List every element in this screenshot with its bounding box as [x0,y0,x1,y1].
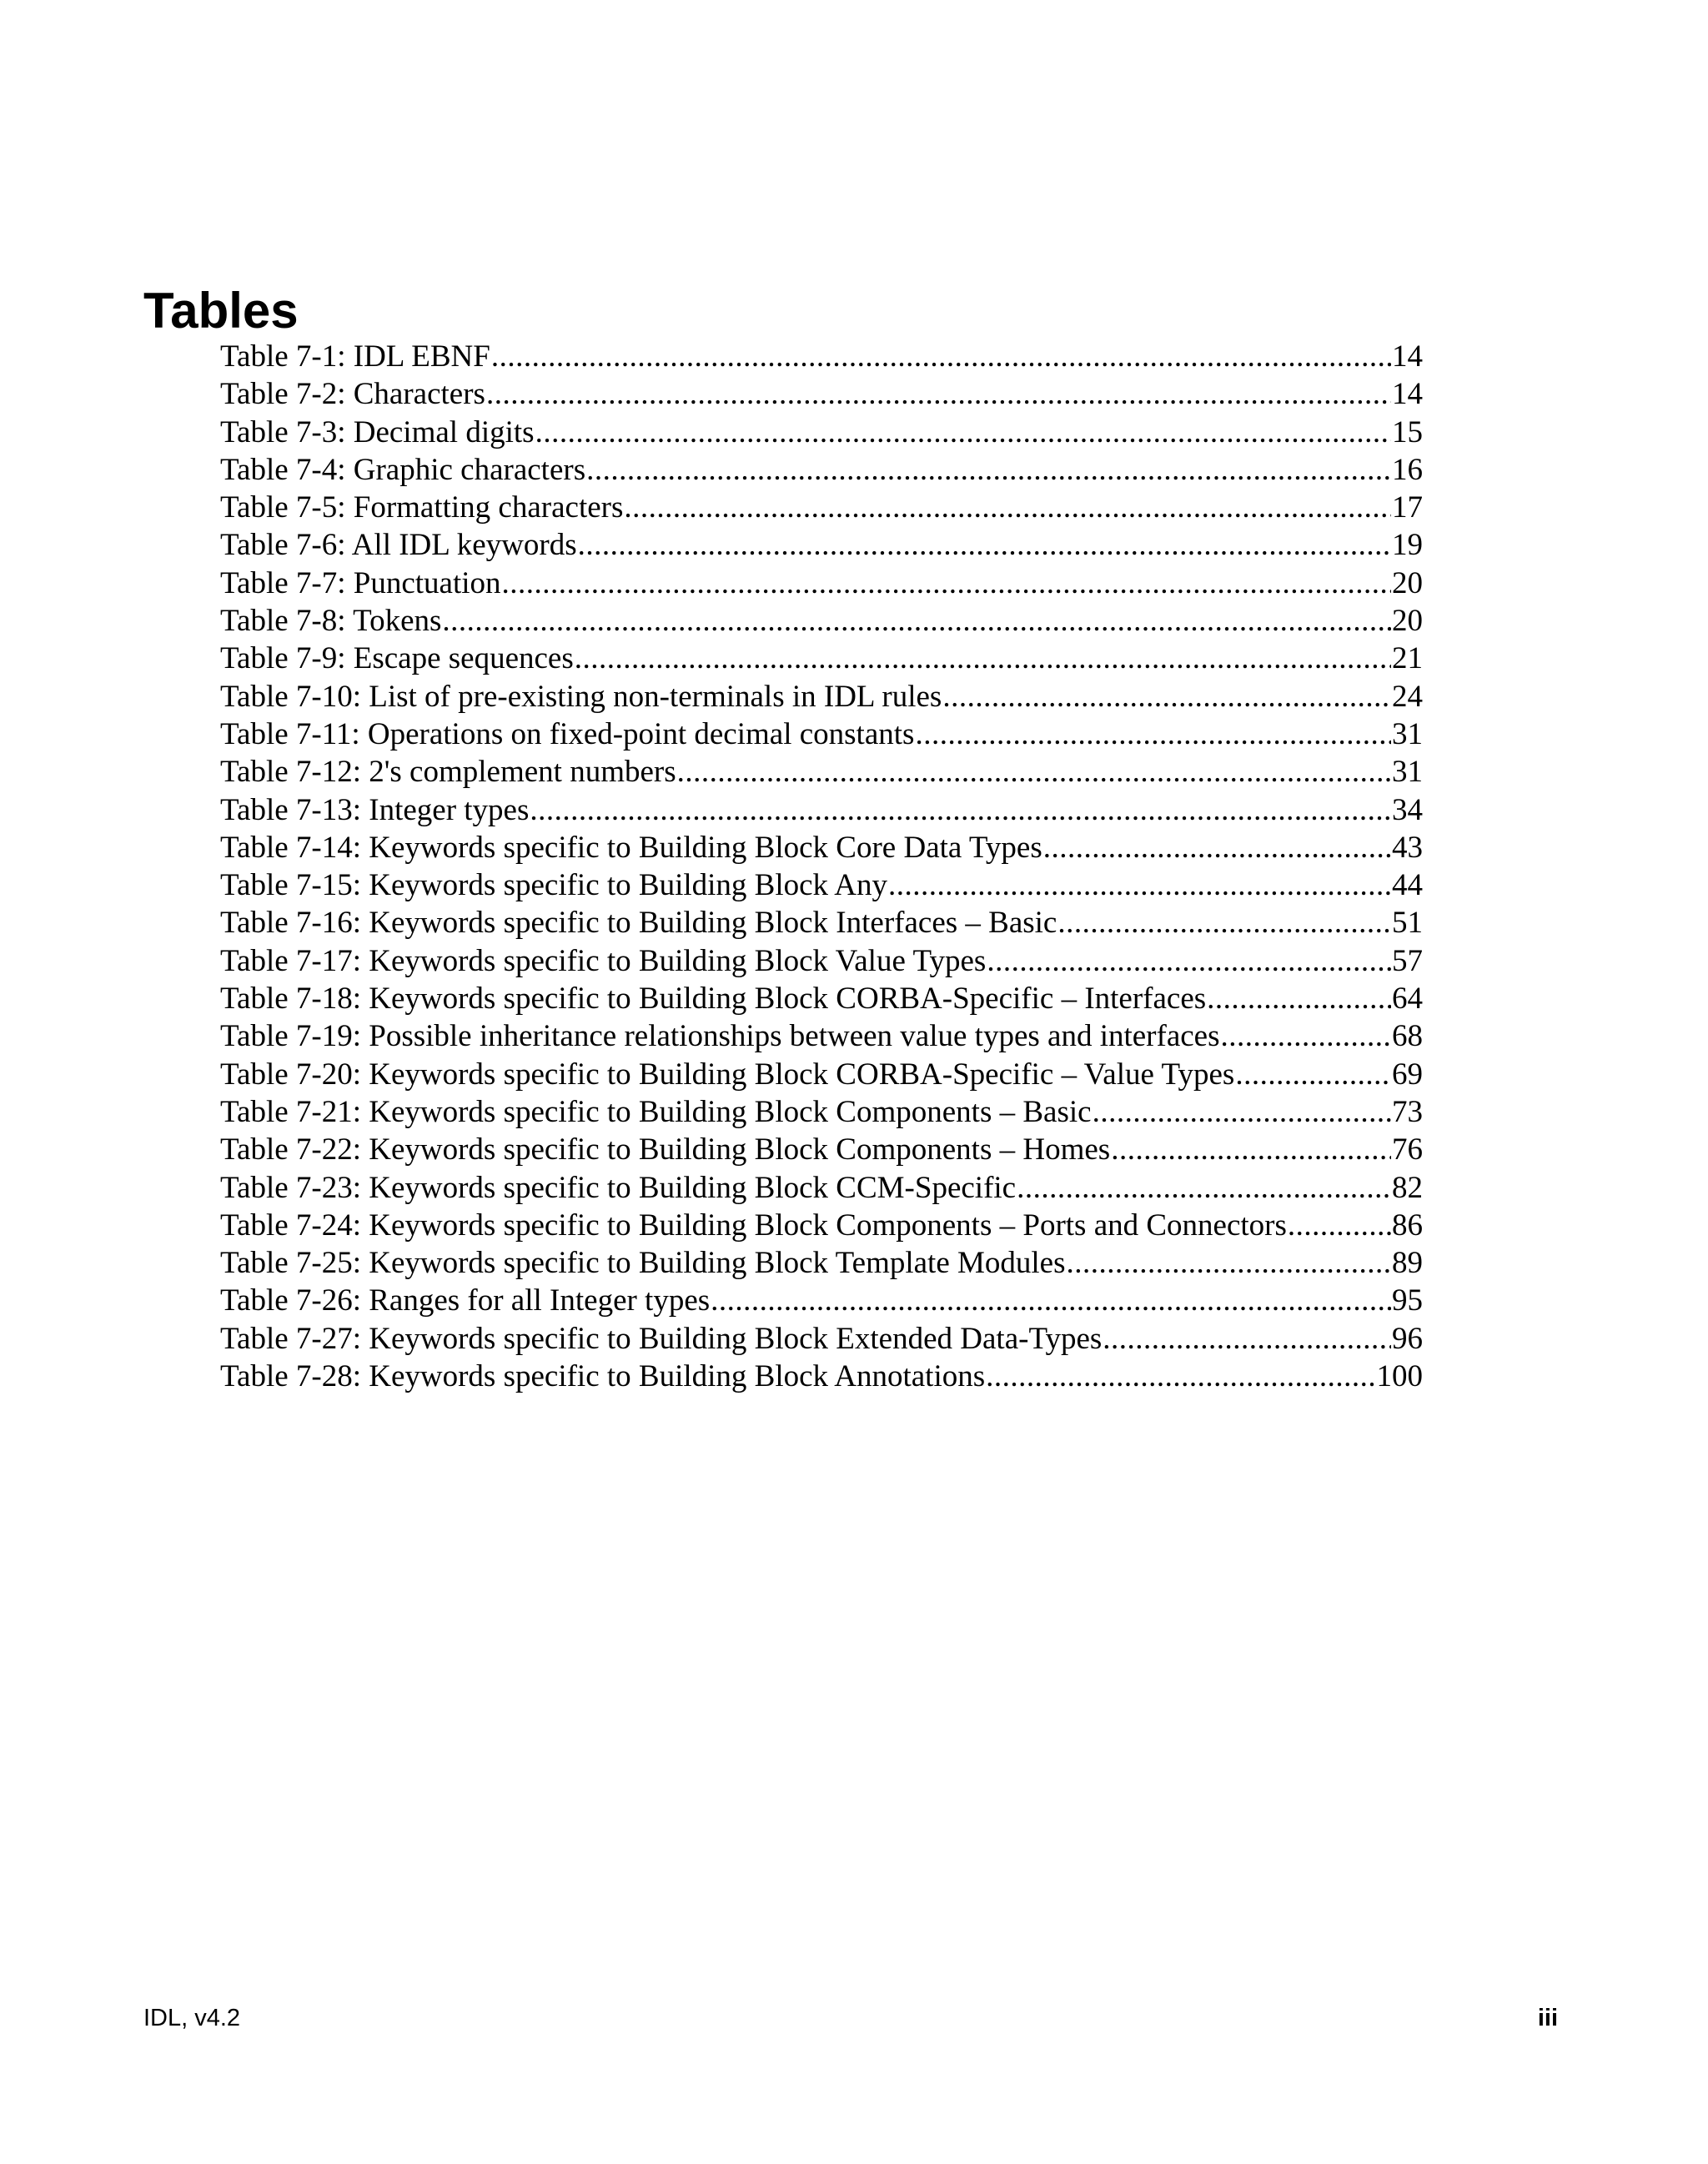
dot-leader [1067,1244,1391,1282]
footer-page-number: iii [1537,2005,1558,2031]
dot-leader [442,602,1391,640]
dot-leader [986,1358,1375,1395]
toc-entry-page: 24 [1392,679,1423,714]
footer-document-version: IDL, v4.2 [143,2005,241,2031]
toc-entry-page: 20 [1392,604,1423,639]
toc-entry-page: 16 [1392,452,1423,487]
toc-entry[interactable] [220,1056,1423,1093]
toc-entry-label: Table 7-10: List of pre-existing non-terminals in IDL rules [220,679,942,714]
toc-entry[interactable] [220,526,1423,564]
toc-entry-page: 44 [1392,868,1423,903]
toc-entry[interactable] [220,338,1423,375]
toc-entry-label: Table 7-13: Integer types [220,792,530,827]
toc-entry-page: 100 [1376,1359,1423,1394]
dot-leader [942,678,1391,715]
toc-entry[interactable] [220,942,1423,980]
dot-leader [530,791,1391,829]
toc-entry-label: Table 7-23: Keywords specific to Building Block CCM-Specific [220,1170,1017,1205]
toc-entry-label: Table 7-20: Keywords specific to Building Block CORBA-Specific – Value Types [220,1057,1235,1092]
toc-entry[interactable] [220,904,1423,941]
toc-entry-page: 34 [1392,792,1423,827]
toc-entry-page: 69 [1392,1057,1423,1092]
dot-leader [624,489,1391,526]
toc-entry[interactable] [220,489,1423,526]
dot-leader [711,1282,1391,1319]
dot-leader [575,640,1391,677]
toc-entry[interactable] [220,791,1423,829]
dot-leader [1111,1131,1391,1168]
toc-entry-page: 76 [1392,1132,1423,1167]
toc-entry[interactable] [220,565,1423,602]
toc-entry-page: 21 [1392,641,1423,676]
toc-entry-label: Table 7-7: Punctuation [220,565,501,600]
toc-entry[interactable] [220,1282,1423,1319]
toc-entry-label: Table 7-9: Escape sequences [220,641,574,676]
toc-entry-page: 15 [1392,414,1423,449]
toc-entry-page: 14 [1392,377,1423,412]
toc-entry[interactable] [220,602,1423,640]
toc-entry-label: Table 7-25: Keywords specific to Building Block Template Modules [220,1246,1066,1281]
toc-entry-label: Table 7-28: Keywords specific to Building Block Annotations [220,1359,986,1394]
dot-leader [1103,1320,1391,1358]
toc-entry-page: 68 [1392,1019,1423,1054]
toc-entry-label: Table 7-5: Formatting characters [220,490,624,525]
dot-leader [677,753,1391,791]
toc-entry[interactable] [220,1244,1423,1282]
dot-leader [1288,1207,1391,1244]
toc-entry-label: Table 7-12: 2's complement numbers [220,755,676,790]
toc-entry-label: Table 7-4: Graphic characters [220,452,586,487]
toc-entry-label: Table 7-8: Tokens [220,604,442,639]
toc-entry-label: Table 7-6: All IDL keywords [220,528,577,563]
dot-leader [578,526,1391,564]
table-of-tables [220,338,1423,1395]
dot-leader [491,338,1391,375]
toc-entry[interactable] [220,1131,1423,1168]
toc-entry-page: 31 [1392,755,1423,790]
toc-entry-label: Table 7-26: Ranges for all Integer types [220,1283,711,1318]
toc-entry-label: Table 7-2: Characters [220,377,485,412]
dot-leader [486,375,1391,413]
toc-entry-label: Table 7-1: IDL EBNF [220,339,490,374]
toc-entry-page: 20 [1392,565,1423,600]
dot-leader [915,715,1391,753]
dot-leader [1043,829,1391,866]
toc-entry-label: Table 7-18: Keywords specific to Building Block CORBA-Specific – Interfaces [220,982,1207,1017]
toc-entry-page: 14 [1392,339,1423,374]
toc-entry[interactable] [220,1017,1423,1055]
toc-entry-page: 64 [1392,982,1423,1017]
toc-entry-page: 19 [1392,528,1423,563]
dot-leader [1093,1093,1391,1131]
toc-entry-page: 17 [1392,490,1423,525]
toc-entry[interactable] [220,1320,1423,1358]
toc-entry-label: Table 7-11: Operations on fixed-point decimal constants [220,716,915,751]
dot-leader [1057,904,1391,941]
toc-entry[interactable] [220,451,1423,489]
toc-entry-page: 57 [1392,943,1423,978]
toc-entry-label: Table 7-21: Keywords specific to Building Block Components – Basic [220,1094,1092,1129]
dot-leader [987,942,1391,980]
dot-leader [502,565,1391,602]
toc-entry[interactable] [220,1093,1423,1131]
toc-entry-label: Table 7-3: Decimal digits [220,414,535,449]
toc-entry-label: Table 7-22: Keywords specific to Building Block Components – Homes [220,1132,1111,1167]
toc-entry-page: 31 [1392,716,1423,751]
toc-entry[interactable] [220,753,1423,791]
dot-leader [888,866,1391,904]
page-title: Tables [143,283,299,339]
toc-entry-label: Table 7-16: Keywords specific to Building Block Interfaces – Basic [220,906,1057,941]
dot-leader [1017,1169,1391,1207]
toc-entry[interactable] [220,980,1423,1017]
toc-entry-page: 43 [1392,830,1423,865]
toc-entry-page: 96 [1392,1321,1423,1356]
toc-entry[interactable] [220,829,1423,866]
dot-leader [535,414,1391,451]
toc-entry[interactable] [220,715,1423,753]
toc-entry[interactable] [220,414,1423,451]
toc-entry-page: 95 [1392,1283,1423,1318]
toc-entry[interactable] [220,640,1423,677]
toc-entry[interactable] [220,678,1423,715]
toc-entry-label: Table 7-15: Keywords specific to Building Block Any [220,868,887,903]
dot-leader [1235,1056,1391,1093]
toc-entry-label: Table 7-14: Keywords specific to Building Block Core Data Types [220,830,1042,865]
toc-entry[interactable] [220,1207,1423,1244]
toc-entry-page: 86 [1392,1208,1423,1243]
dot-leader [1207,980,1391,1017]
toc-entry[interactable] [220,866,1423,904]
toc-entry-page: 82 [1392,1170,1423,1205]
toc-entry-label: Table 7-17: Keywords specific to Building Block Value Types [220,943,987,978]
toc-entry-page: 51 [1392,906,1423,941]
toc-entry-label: Table 7-24: Keywords specific to Building Block Components – Ports and Connectors [220,1208,1287,1243]
toc-entry[interactable] [220,375,1423,413]
toc-entry-page: 73 [1392,1094,1423,1129]
dot-leader [1221,1017,1392,1055]
dot-leader [586,451,1391,489]
toc-entry-page: 89 [1392,1246,1423,1281]
toc-entry-label: Table 7-27: Keywords specific to Building Block Extended Data-Types [220,1321,1103,1356]
toc-entry[interactable] [220,1358,1423,1395]
toc-entry[interactable] [220,1169,1423,1207]
toc-entry-label: Table 7-19: Possible inheritance relationships between value types and interfaces [220,1019,1220,1054]
